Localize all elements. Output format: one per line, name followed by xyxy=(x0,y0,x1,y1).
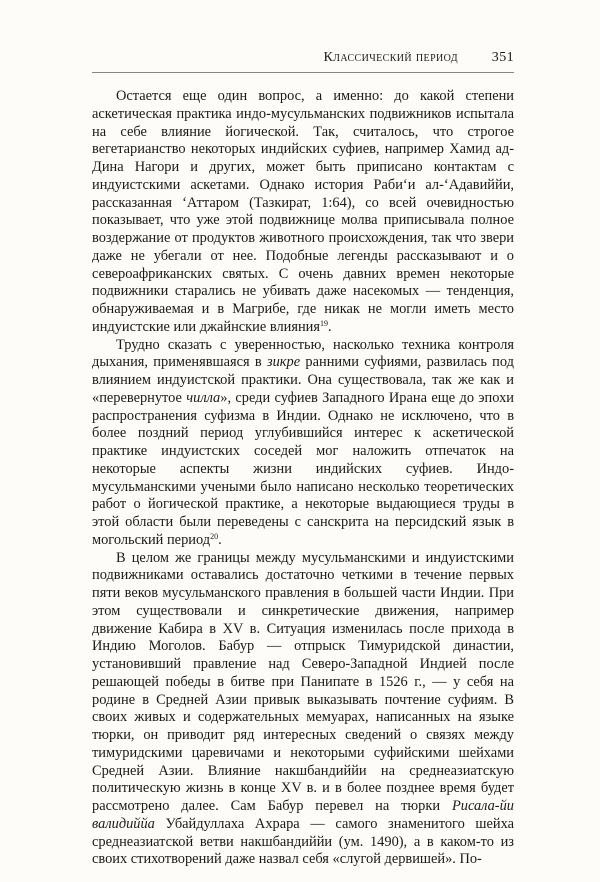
text-span: В целом же границы между мусульманскими и индуистскими подвижниками оставались достаточно четкими в течение первых пяти веков мусульманского правления в большей части Индии. При этом существовали и синкретические движения, например движение Кабира в XV в. Ситуация изменилась после прихода в Индию Моголов. Бабур — отпрыск Тимуридской династии, установивший правление над Северо-Западной Индией после решающей победы в битве при Панипате в 1526 г., — у себя на родине в Средней Азии привык выказывать почтение суфиям. В своих живых и содержательных мемуарах, написанных на языке тюрки, он приводит ряд интересных сведений о связях между тимуридскими царевичами и некоторыми суфийскими шейхами Средней Азии. Влияние накшбандиййи на среднеазиатскую политическую жизнь в конце XV в. и в более позднее время будет рассмотрено далее. Сам Бабур перевел на тюрки xyxy=(92,549,514,814)
page-header xyxy=(92,50,514,70)
text-span: Трудно сказать с уверенностью, насколько техника контроля дыхания, применявшаяся в xyxy=(92,336,514,371)
running-title: Классический период xyxy=(323,50,458,65)
footnote-ref-19: 19 xyxy=(319,318,328,328)
text-span: Остается еще один вопрос, а именно: до какой степени аскетическая практика индо-мусульманских подвижников испытала на себе влияние йогической. Так, считалось, что строгое вегетарианство некоторых индийских суфиев, например Хамид ад-Дина Нагори и других, может быть приписано контактам с индуистскими аскетами. Однако история Раби‘и ал-‘Адавиййи, рассказанная ‘Аттаром (Тазкират, 1:64), со всей очевидностью показывает, что уже этой подвижнице молва приписывала полное воздержание от продуктов животного происхождения, так что звери даже не убегали от нее. Подобные легенды рассказывают и о североафриканских святых. С очень давних времен некоторые подвижники старались не убивать даже насекомых — тенденция, обнаруживаемая и в Магрибе, где никак не могли иметь место индуистские или джайнские влияния xyxy=(92,88,514,335)
term-chilla: чилла xyxy=(186,389,221,406)
page-number: 351 xyxy=(491,50,514,65)
footnote-ref-20: 20 xyxy=(210,531,219,541)
paragraph-3 xyxy=(92,550,514,870)
book-title-risala: Рисала-йи валидиййа xyxy=(92,798,514,832)
body-text xyxy=(92,88,514,869)
term-zikr: зикре xyxy=(267,354,301,371)
text-span: », среди суфиев Западного Ирана еще до эпохи распространения суфизма в Индии. Однако не исключено, что в более поздний период углубившийся интерес к аскетической практике индуистских соседей мог наложить отпечаток на некоторые аспекты жизни индийских суфиев. Индо-мусульманскими учеными было написано несколько теоретических работ о йогической практике, а некоторые выдающиеся труды в этой области были переведены с санскрита на персидский язык в могольский период xyxy=(92,389,514,548)
text-span: . xyxy=(327,318,332,335)
header-rule xyxy=(92,72,514,73)
paragraph-1 xyxy=(92,88,514,337)
paragraph-2 xyxy=(92,337,514,550)
text-span: . xyxy=(218,531,222,548)
text-span: ранними суфиями, развилась под влиянием индуистской практики. Она существовала, так же как и «перевернутое xyxy=(92,354,514,406)
text-span: Убайдуллаха Ахрара — самого знаменитого шейха среднеазиатской ветви накшбандиййи (ум. 1490), а в каком-то из своих стихотворений даже назвал себя «слугой дервишей». По- xyxy=(92,815,514,868)
